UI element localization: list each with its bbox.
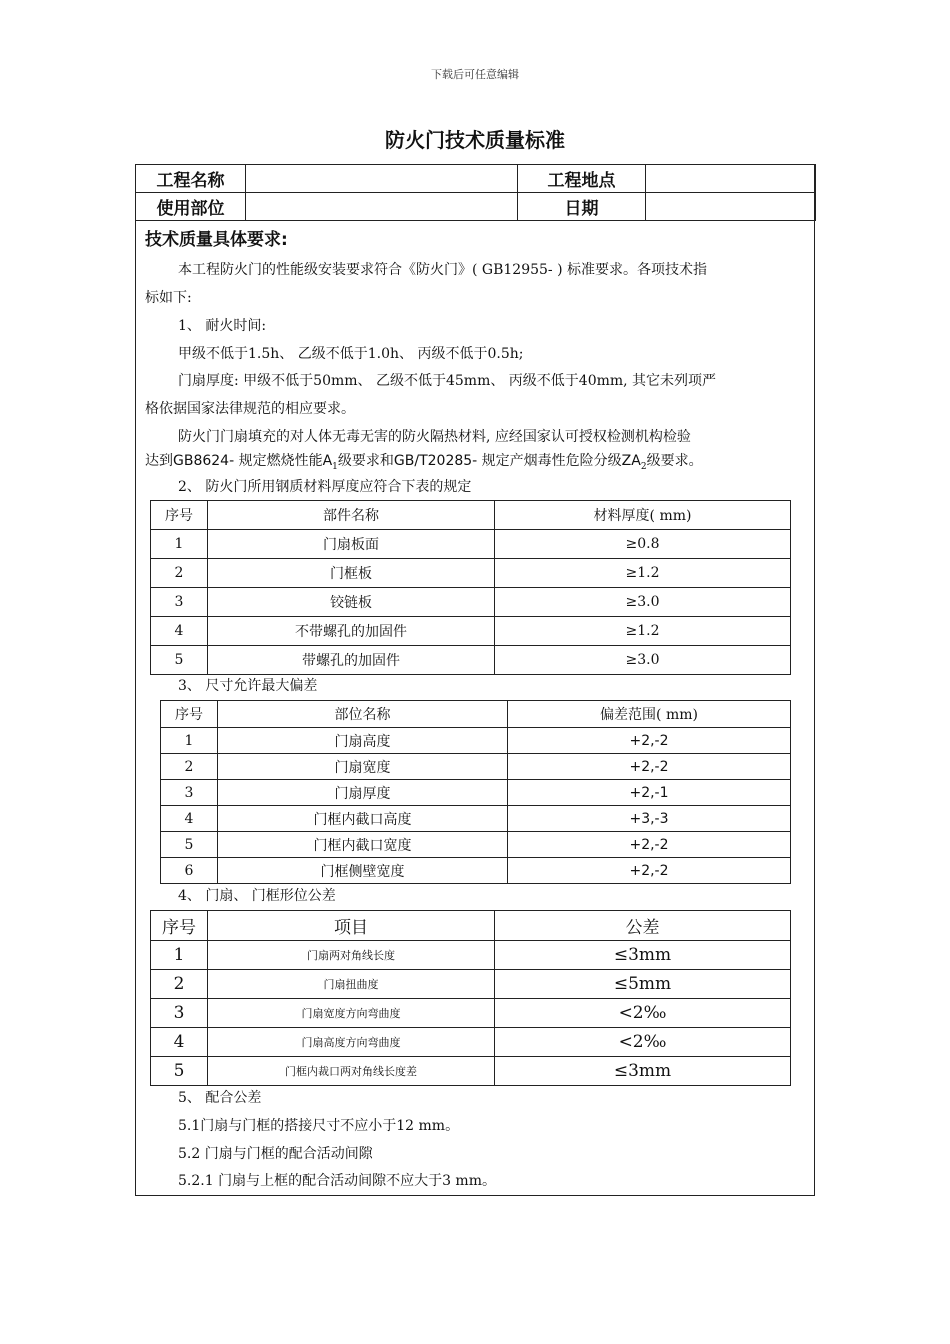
table-header-cell: 偏差范围( mm) xyxy=(508,701,791,728)
date-label: 日期 xyxy=(518,193,646,221)
item5-line-2: 5.2 门扇与门框的配合活动间隙 xyxy=(178,1146,373,1162)
item5-title: 5、 配合公差 xyxy=(178,1090,262,1106)
table-cell: 4 xyxy=(151,1028,208,1057)
table-cell: 门框侧壁宽度 xyxy=(218,858,508,884)
project-name-value xyxy=(246,165,518,193)
table-row xyxy=(161,806,791,832)
section-heading: 技术质量具体要求: xyxy=(145,230,288,250)
watermark-text: 下载后可任意编辑 xyxy=(431,68,519,81)
table-cell: <2‰ xyxy=(495,999,791,1028)
table-cell: 1 xyxy=(161,728,218,754)
table-cell: 门扇扭曲度 xyxy=(208,970,495,999)
item4-title: 4、 门扇、 门框形位公差 xyxy=(178,888,336,904)
table-cell: 门扇高度方向弯曲度 xyxy=(208,1028,495,1057)
table-cell: <2‰ xyxy=(495,1028,791,1057)
item1-line-2: 门扇厚度: 甲级不低于50mm、 乙级不低于45mm、 丙级不低于40mm, 其它未列项严 xyxy=(178,373,717,389)
table-cell: 门框板 xyxy=(208,559,495,588)
table-row xyxy=(151,559,791,588)
item5-line-3: 5.2.1 门扇与上框的配合活动间隙不应大于3 mm。 xyxy=(178,1173,496,1189)
table-cell: 铰链板 xyxy=(208,588,495,617)
line5-part-c: 级要求。 xyxy=(646,453,703,469)
table-header-cell: 序号 xyxy=(151,501,208,530)
line5-subscript-1: 1 xyxy=(332,461,338,472)
project-location-value xyxy=(646,165,816,193)
table-cell: ≤5mm xyxy=(495,970,791,999)
table-cell: 6 xyxy=(161,858,218,884)
table-cell: 5 xyxy=(151,646,208,675)
item1-line-4: 防火门门扇填充的对人体无毒无害的防火隔热材料, 应经国家认可授权检测机构检验 xyxy=(178,429,691,445)
table-cell: +2,-2 xyxy=(508,728,791,754)
item5-line-1: 5.1门扇与门框的搭接尺寸不应小于12 mm。 xyxy=(178,1118,460,1134)
table-header-row xyxy=(151,501,791,530)
table-cell: ≤3mm xyxy=(495,1057,791,1086)
item1-line-5 xyxy=(145,451,703,477)
table-cell: 4 xyxy=(161,806,218,832)
table-cell: ≥3.0 xyxy=(495,646,791,675)
table-cell: +2,-1 xyxy=(508,780,791,806)
item1-line-1: 甲级不低于1.5h、 乙级不低于1.0h、 丙级不低于0.5h; xyxy=(178,346,524,362)
project-info-table xyxy=(135,164,816,221)
table-row xyxy=(151,617,791,646)
steel-thickness-table xyxy=(150,500,791,675)
table-cell: 1 xyxy=(151,530,208,559)
line5-subscript-2: 2 xyxy=(640,461,647,472)
table-cell: 门扇两对角线长度 xyxy=(208,941,495,970)
intro-line-2: 标如下: xyxy=(145,290,192,306)
table-cell: ≤3mm xyxy=(495,941,791,970)
table-header-cell: 项目 xyxy=(208,911,495,941)
usage-part-value xyxy=(246,193,518,221)
table-cell: 3 xyxy=(151,588,208,617)
table-cell: 不带螺孔的加固件 xyxy=(208,617,495,646)
table-row xyxy=(136,193,816,221)
table-cell: +2,-2 xyxy=(508,754,791,780)
table-cell: 门框内截口宽度 xyxy=(218,832,508,858)
item1-title: 1、 耐火时间: xyxy=(178,318,267,334)
project-name-label: 工程名称 xyxy=(136,165,246,193)
table-header-row xyxy=(151,911,791,941)
table-row xyxy=(151,1057,791,1086)
date-value xyxy=(646,193,816,221)
table-row xyxy=(161,780,791,806)
table-header-cell: 部位名称 xyxy=(218,701,508,728)
table-row xyxy=(151,530,791,559)
intro-line-1: 本工程防火门的性能级安装要求符合《防火门》( GB12955- ) 标准要求。各项技术指 xyxy=(178,262,708,278)
table-cell: ≥3.0 xyxy=(495,588,791,617)
table-header-cell: 公差 xyxy=(495,911,791,941)
form-tolerance-table xyxy=(150,910,791,1086)
item1-line-3: 格依据国家法律规范的相应要求。 xyxy=(145,401,355,417)
table-header-cell: 序号 xyxy=(161,701,218,728)
table-cell: ≥1.2 xyxy=(495,617,791,646)
table-cell: 3 xyxy=(161,780,218,806)
table-row xyxy=(151,941,791,970)
line5-part-b: 级要求和GB/T20285- 规定产烟毒性危险分级ZA xyxy=(337,453,641,469)
table-row xyxy=(151,1028,791,1057)
table-row xyxy=(161,858,791,884)
table-cell: 2 xyxy=(161,754,218,780)
table-cell: 门框内裁口两对角线长度差 xyxy=(208,1057,495,1086)
table-cell: 门扇宽度方向弯曲度 xyxy=(208,999,495,1028)
item3-title: 3、 尺寸允许最大偏差 xyxy=(178,678,318,694)
table-cell: 4 xyxy=(151,617,208,646)
table-cell: ≥0.8 xyxy=(495,530,791,559)
table-cell: 1 xyxy=(151,941,208,970)
table-cell: 3 xyxy=(151,999,208,1028)
table-header-cell: 材料厚度( mm) xyxy=(495,501,791,530)
table-row xyxy=(151,646,791,675)
table-row xyxy=(161,832,791,858)
table-cell: 门扇板面 xyxy=(208,530,495,559)
table-cell: +2,-2 xyxy=(508,832,791,858)
size-deviation-table xyxy=(160,700,791,884)
table-row xyxy=(136,165,816,193)
table-row xyxy=(151,999,791,1028)
table-cell: ≥1.2 xyxy=(495,559,791,588)
table-cell: 门扇宽度 xyxy=(218,754,508,780)
table-cell: 5 xyxy=(161,832,218,858)
document-title: 防火门技术质量标准 xyxy=(385,128,565,152)
table-row xyxy=(151,588,791,617)
project-location-label: 工程地点 xyxy=(518,165,646,193)
table-cell: +3,-3 xyxy=(508,806,791,832)
table-cell: 门框内截口高度 xyxy=(218,806,508,832)
table-header-row xyxy=(161,701,791,728)
table-cell: 2 xyxy=(151,970,208,999)
table-cell: 门扇厚度 xyxy=(218,780,508,806)
table-cell: 带螺孔的加固件 xyxy=(208,646,495,675)
usage-part-label: 使用部位 xyxy=(136,193,246,221)
table-row xyxy=(161,754,791,780)
table-cell: +2,-2 xyxy=(508,858,791,884)
table-row xyxy=(161,728,791,754)
table-cell: 2 xyxy=(151,559,208,588)
table-row xyxy=(151,970,791,999)
table-cell: 门扇高度 xyxy=(218,728,508,754)
item2-title: 2、 防火门所用钢质材料厚度应符合下表的规定 xyxy=(178,479,472,495)
table-header-cell: 部件名称 xyxy=(208,501,495,530)
table-cell: 5 xyxy=(151,1057,208,1086)
line5-part-a: 达到GB8624- 规定燃烧性能A xyxy=(145,453,333,469)
table-header-cell: 序号 xyxy=(151,911,208,941)
